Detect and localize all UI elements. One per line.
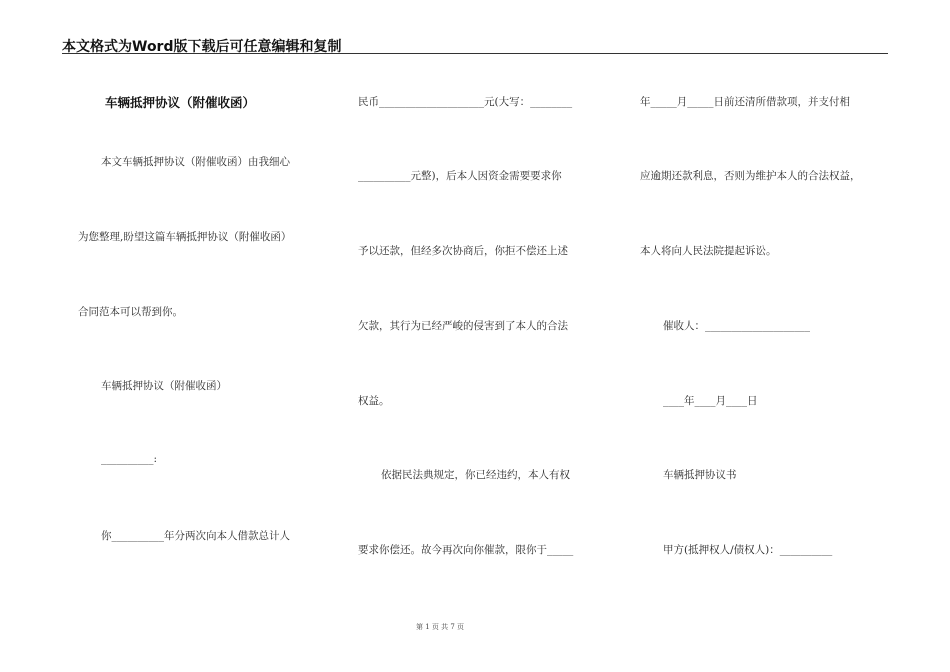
page-number: 第 1 页 共 7 页 [415,623,465,631]
document-title: 车辆抵押协议（附催收函） [105,95,256,110]
paragraph-line: 本人将向人民法院提起诉讼。 [640,245,777,257]
paragraph-line: 你__________年分两次向本人借款总计人 [101,530,290,542]
paragraph-line: 予以还款，但经多次协商后，你拒不偿还上述 [358,245,568,257]
document-header: 本文格式为Word版下载后可任意编辑和复制 [62,39,342,55]
paragraph-line: 年_____月_____日前还清所借款项，并支付相 [640,96,850,108]
paragraph-line: 应逾期还款利息，否则为维护本人的合法权益， [640,170,861,182]
paragraph-line: 依据民法典规定，你已经违约，本人有权 [381,469,570,481]
paragraph-line: __________: [101,453,158,465]
paragraph-line: 民币____________________元(大写：________ [358,96,573,108]
paragraph-line: 要求你偿还。故今再次向你催款，限你于_____ [358,544,574,556]
paragraph-line: 权益。 [358,395,390,407]
paragraph-line: 车辆抵押协议（附催收函） [101,380,227,392]
paragraph-line: 合同范本可以帮到你。 [78,306,183,318]
paragraph-line: 甲方(抵押权人/债权人)：__________ [663,544,833,556]
paragraph-line: 为您整理,盼望这篇车辆抵押协议（附催收函） [78,231,292,243]
paragraph-line: __________元整)，后本人因资金需要要求你 [358,170,562,182]
paragraph-line: 欠款，其行为已经严峻的侵害到了本人的合法 [358,320,568,332]
paragraph-line: ____年____月____日 [663,395,758,407]
paragraph-line: 催收人：____________________ [663,320,810,332]
paragraph-line: 本文车辆抵押协议（附催收函）由我细心 [101,156,290,168]
paragraph-line: 车辆抵押协议书 [663,469,737,481]
